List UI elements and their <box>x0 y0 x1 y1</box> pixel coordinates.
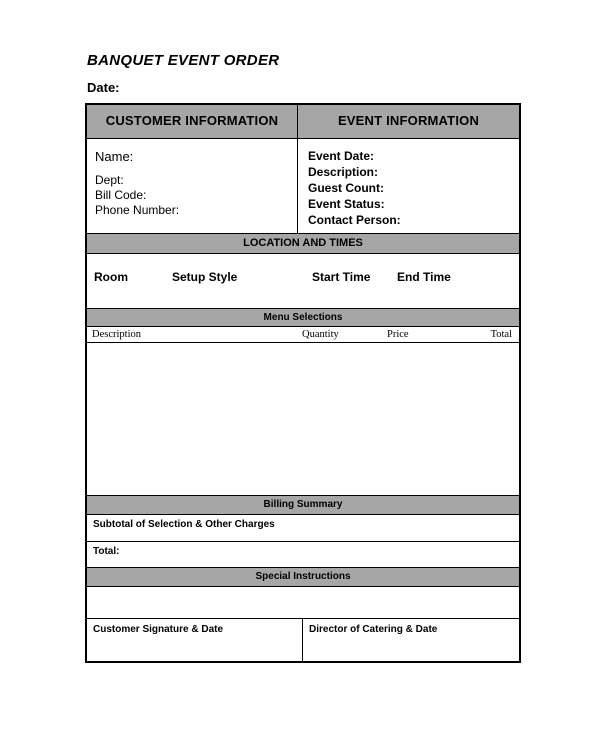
event-information-cell <box>298 139 519 233</box>
date-field-label: Date: <box>87 80 120 95</box>
menu-selections-header: Menu Selections <box>87 309 519 327</box>
total-column-label: Total <box>490 329 512 340</box>
banquet-event-order-form <box>85 103 521 663</box>
signature-row <box>87 619 519 661</box>
price-column-label: Price <box>387 329 409 340</box>
special-instructions-header: Special Instructions <box>87 568 519 587</box>
description-field-label: Description: <box>308 165 379 179</box>
name-field-label: Name: <box>95 149 134 164</box>
menu-selections-area <box>87 343 519 496</box>
info-header-row <box>87 105 519 139</box>
location-and-times-header: LOCATION AND TIMES <box>87 234 519 254</box>
director-signature-label: Director of Catering & Date <box>309 624 438 635</box>
bill-code-field-label: Bill Code: <box>95 188 147 202</box>
setup-style-column-label: Setup Style <box>172 270 238 284</box>
quantity-column-label: Quantity <box>302 329 339 340</box>
menu-columns-row <box>87 327 519 343</box>
event-status-field-label: Event Status: <box>308 197 385 211</box>
dept-field-label: Dept: <box>95 173 124 187</box>
customer-signature-label: Customer Signature & Date <box>87 619 303 661</box>
room-column-label: Room <box>94 270 128 284</box>
location-times-columns-row <box>87 254 519 309</box>
page-title: BANQUET EVENT ORDER <box>87 52 280 69</box>
subtotal-label: Subtotal of Selection & Other Charges <box>87 515 519 542</box>
contact-person-field-label: Contact Person: <box>308 213 401 227</box>
customer-information-cell <box>87 139 298 233</box>
guest-count-field-label: Guest Count: <box>308 181 384 195</box>
start-time-column-label: Start Time <box>312 270 371 284</box>
billing-summary-header: Billing Summary <box>87 496 519 515</box>
description-column-label: Description <box>92 329 141 340</box>
event-information-header: EVENT INFORMATION <box>298 105 519 138</box>
phone-number-field-label: Phone Number: <box>95 203 180 217</box>
special-instructions-area <box>87 587 519 619</box>
total-label: Total: <box>87 542 519 568</box>
event-date-field-label: Event Date: <box>308 149 375 163</box>
info-fields-row <box>87 139 519 234</box>
customer-information-header: CUSTOMER INFORMATION <box>87 105 298 138</box>
end-time-column-label: End Time <box>397 270 451 284</box>
